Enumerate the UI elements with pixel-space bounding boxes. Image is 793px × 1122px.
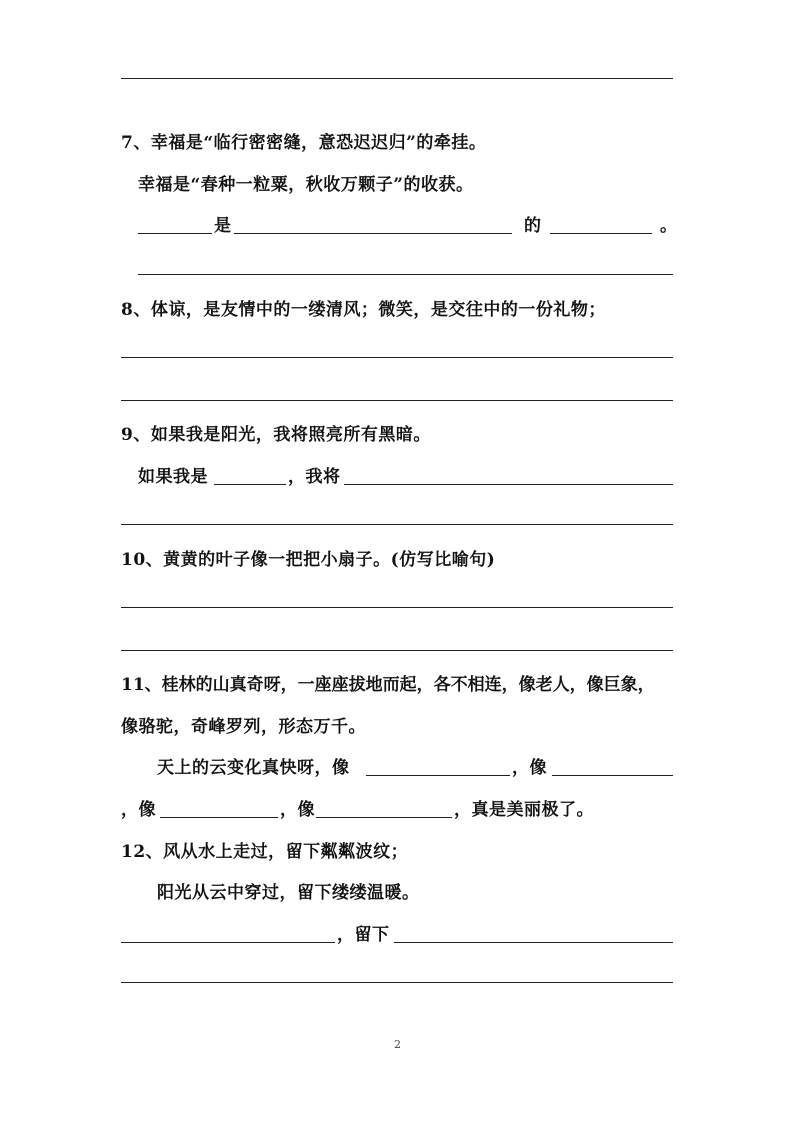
answer-line[interactable]	[121, 650, 673, 651]
q9-fill-mid: ，我将	[288, 467, 341, 487]
q11-blank-2[interactable]	[552, 759, 673, 776]
q8-line1: 8、体谅，是友情中的一缕清风；微笑，是交往中的一份礼物；	[121, 300, 606, 320]
q11-blank-3[interactable]	[160, 801, 278, 818]
q7-blank-1[interactable]	[138, 217, 212, 234]
q9-blank-1[interactable]	[214, 468, 286, 485]
page-number: 2	[394, 1038, 401, 1051]
answer-line[interactable]	[121, 400, 673, 401]
q7-fill-de: 的	[524, 216, 542, 236]
answer-line[interactable]	[121, 982, 673, 983]
q11-fill-like: ，像	[512, 758, 547, 778]
answer-line[interactable]	[121, 357, 673, 358]
q12-line1: 12、风从水上走过，留下粼粼波纹；	[121, 842, 409, 862]
q12-blank-2[interactable]	[394, 926, 673, 943]
q11-blank-4[interactable]	[316, 801, 452, 818]
q11-fill-like3: ，像	[280, 800, 315, 820]
q11-blank-1[interactable]	[366, 759, 510, 776]
q11-line2: 像骆驼，奇峰罗列，形态万千。	[121, 717, 366, 737]
q9-line1: 9、如果我是阳光，我将照亮所有黑暗。	[121, 425, 431, 445]
answer-line[interactable]	[138, 274, 673, 275]
answer-line[interactable]	[121, 607, 673, 608]
q11-fill-end: ，真是美丽极了。	[454, 800, 594, 820]
q9-blank-2[interactable]	[344, 468, 673, 485]
q7-blank-2[interactable]	[234, 217, 512, 234]
q7-line1: 7、幸福是“临行密密缝，意恐迟迟归”的牵挂。	[121, 133, 487, 153]
q11-line1: 11、桂林的山真奇呀，一座座拔地而起，各不相连，像老人，像巨象，	[121, 675, 655, 695]
q10-line1: 10、黄黄的叶子像一把把小扇子。(仿写比喻句)	[121, 550, 496, 570]
q11-fill-prefix: 天上的云变化真快呀，像	[157, 758, 350, 778]
answer-line	[121, 78, 673, 79]
q7-line2: 幸福是“春种一粒粟，秋收万颗子”的收获。	[138, 175, 474, 195]
q9-fill-prefix: 如果我是	[138, 467, 208, 487]
q7-fill-is: 是	[214, 216, 232, 236]
q12-blank-1[interactable]	[121, 926, 335, 943]
q7-fill-end: 。	[660, 216, 678, 236]
q12-fill-mid: ，留下	[337, 925, 390, 945]
q11-fill-like2: ，像	[121, 800, 156, 820]
q7-blank-3[interactable]	[550, 217, 652, 234]
q12-line2: 阳光从云中穿过，留下缕缕温暖。	[157, 883, 420, 903]
answer-line[interactable]	[121, 524, 673, 525]
